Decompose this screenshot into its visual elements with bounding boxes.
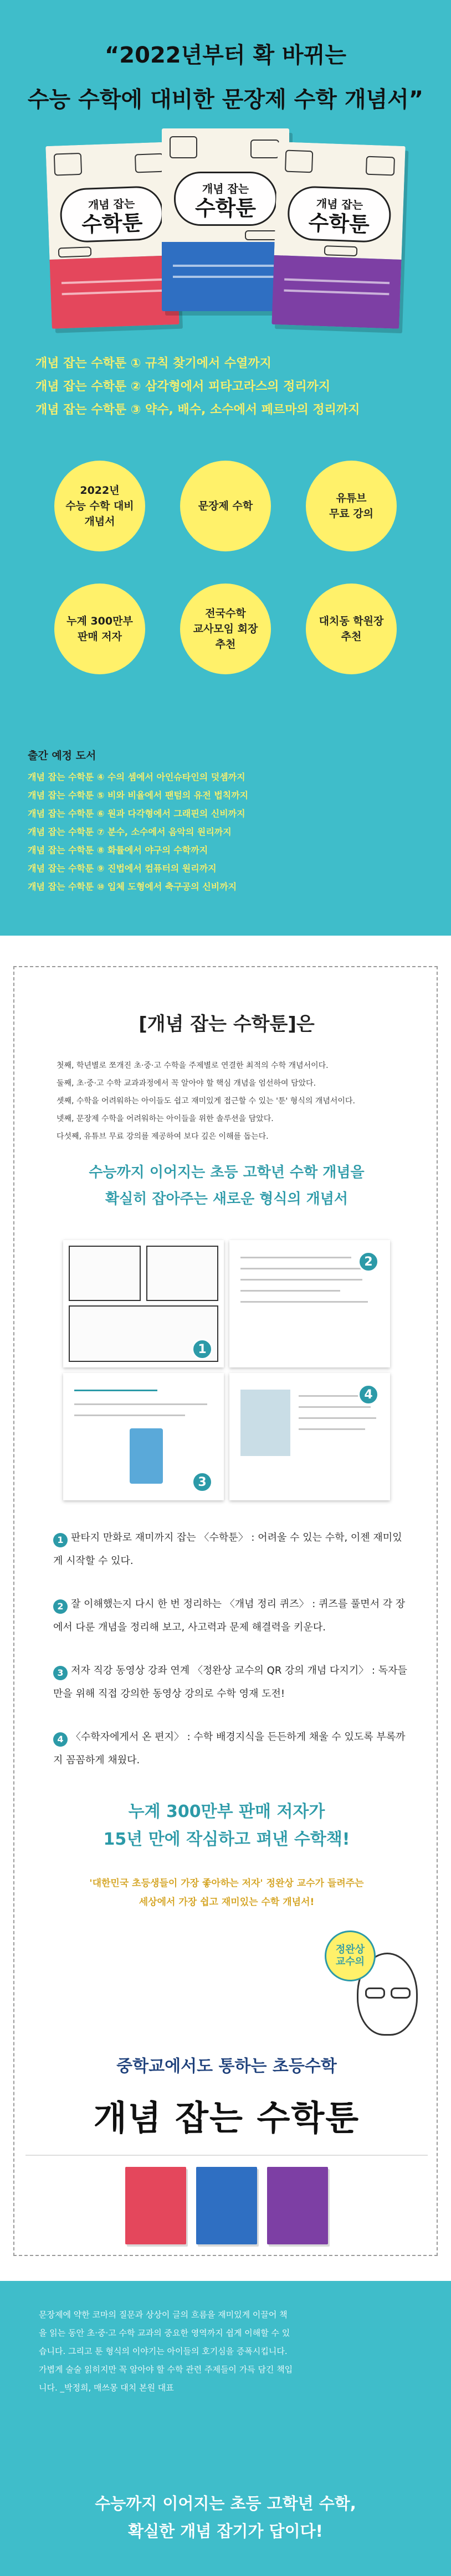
feature-point <box>53 1526 408 1573</box>
point-number: 4 <box>53 1732 68 1747</box>
book-strip <box>25 2155 428 2243</box>
intro-list <box>57 1057 406 1145</box>
feature-points <box>53 1526 408 1792</box>
hero-headline-1: “2022년부터 확 바뀌는 <box>105 43 346 68</box>
sample-badge: 3 <box>192 1472 213 1493</box>
intro-item: 둘째, 초·중·고 수학 교과과정에서 꼭 알아야 할 핵심 개념을 엄선하여 담았다. <box>57 1079 316 1088</box>
dashed-frame <box>13 966 438 2256</box>
feature-circle: 문장제 수학 <box>180 461 271 551</box>
quote-line-1: '대한민국 초등생들이 가장 좋아하는 저자' 정완상 교수가 들려주는 <box>89 1878 364 1889</box>
sample-pages-collage <box>63 1240 390 1500</box>
hero-headline-2: 수능 수학에 대비한 문장제 수학 개념서” <box>27 87 424 112</box>
series-item: 개념 잡는 수학툰 ③ 약수, 배수, 소수에서 페르마의 정리까지 <box>35 403 360 417</box>
sample-badge: 2 <box>358 1251 379 1272</box>
sample-badge: 1 <box>192 1339 213 1360</box>
book-cover-1-title: 개념 잡는 수학툰 <box>59 185 164 243</box>
point-number: 1 <box>53 1533 68 1547</box>
book-cover-3 <box>271 142 405 329</box>
detail-section <box>0 936 451 2281</box>
upcoming-label: 출간 예정 도서 <box>28 750 96 762</box>
review-text: 문장제에 약한 코마의 질문과 상상이 글의 흐름을 재미있게 이끌어 책 을 읽는 동안 초·중·고 수학 교과의 중요한 영역까지 쉽게 이해할 수 있 습니다. 그리고 툰 형식의 이야기는 아이들의 호기심을 증폭시킵니다. 가볍게 술술 읽히지만 꼭 알아야 할 수학 관련 주제들이 가득 담긴 책입 니다. _박정희, 매쓰몽 대치 본원 대표 <box>39 2310 293 2393</box>
mini-book-3 <box>267 2167 328 2244</box>
highlight-line-1: 수능까지 이어지는 초등 고학년 수학 개념을 <box>89 1164 365 1181</box>
feature-circle: 유튜브 무료 강의 <box>306 461 397 551</box>
book-cover-2 <box>162 128 289 311</box>
upcoming-item: 개념 잡는 수학툰 ⑨ 진법에서 컴퓨터의 원리까지 <box>28 863 217 874</box>
feature-circle: 전국수학 교사모임 회장 추천 <box>180 584 271 674</box>
feature-point <box>53 1726 408 1772</box>
quote-line-2: 세상에서 가장 쉽고 재미있는 수학 개념서! <box>139 1897 315 1908</box>
sample-page-lecture <box>63 1373 224 1500</box>
point-number: 2 <box>53 1599 68 1614</box>
sales-line-2: 15년 만에 작심하고 펴낸 수학책! <box>103 1830 350 1849</box>
point-text: 저자 직강 동영상 강좌 연계 〈정완상 교수의 QR 강의 개념 다지기〉 : 독자들만을 위해 직접 강의한 동영상 강의로 수학 영재 도전! <box>53 1665 407 1700</box>
point-text: 잘 이해했는지 다시 한 번 정리하는 〈개념 정리 퀴즈〉 : 퀴즈를 풀면서 각 장에서 다룬 개념을 정리해 보고, 사고력과 문제 해결력을 키운다. <box>53 1598 406 1633</box>
mini-book-2 <box>196 2167 257 2244</box>
sample-page-comic <box>63 1240 224 1367</box>
upcoming-item: 개념 잡는 수학툰 ④ 수의 셈에서 아인슈타인의 덧셈까지 <box>28 772 245 782</box>
upcoming-item: 개념 잡는 수학툰 ⑥ 원과 다각형에서 그래핀의 신비까지 <box>28 808 245 819</box>
sample-page-quiz <box>229 1240 390 1367</box>
upcoming-item: 개념 잡는 수학툰 ⑩ 입체 도형에서 축구공의 신비까지 <box>28 881 237 892</box>
feature-point <box>53 1659 408 1706</box>
upcoming-books <box>28 747 427 896</box>
final-line-1: 수능까지 이어지는 초등 고학년 수학, <box>95 2494 356 2513</box>
book-cover-1 <box>45 142 179 329</box>
upcoming-item: 개념 잡는 수학툰 ⑤ 비와 비율에서 팬텀의 유전 법칙까지 <box>28 790 249 801</box>
tagline: 중학교에서도 통하는 초등수학 <box>116 2057 337 2076</box>
point-number: 3 <box>53 1666 68 1680</box>
hero-section <box>0 0 451 936</box>
intro-item: 다섯째, 유튜브 무료 강의를 제공하여 보다 깊은 이해를 돕는다. <box>57 1132 269 1141</box>
author-badge: 정완상 교수의 <box>325 1930 376 1981</box>
book-cover-3-title: 개념 잡는 수학툰 <box>287 185 392 243</box>
final-line-2: 확실한 개념 잡기가 답이다! <box>128 2522 323 2541</box>
intro-item: 셋째, 수학을 어려워하는 아이들도 쉽고 재미있게 접근할 수 있는 '툰' 형식의 개념서이다. <box>57 1097 355 1106</box>
mini-book-1 <box>125 2167 186 2244</box>
feature-point <box>53 1593 408 1639</box>
sample-page-letter <box>229 1373 390 1500</box>
upcoming-item: 개념 잡는 수학툰 ⑦ 분수, 소수에서 음악의 원리까지 <box>28 827 232 837</box>
intro-item: 넷째, 문장제 수학을 어려워하는 아이들을 위한 솔루션을 담았다. <box>57 1114 274 1123</box>
author-illustration <box>325 1930 419 2041</box>
series-item: 개념 잡는 수학툰 ① 규칙 찾기에서 수열까지 <box>35 357 271 370</box>
series-item: 개념 잡는 수학툰 ② 삼각형에서 피타고라스의 정리까지 <box>35 380 331 394</box>
intro-item: 첫째, 학년별로 쪼개진 초·중·고 수학을 주제별로 연결한 최적의 수학 개념서이다. <box>57 1061 329 1070</box>
feature-circle: 2022년 수능 수학 대비 개념서 <box>54 461 145 551</box>
feature-circle: 누계 300만부 판매 저자 <box>54 584 145 674</box>
sample-badge: 4 <box>358 1384 379 1405</box>
review-section <box>0 2281 451 2576</box>
book-cover-2-title: 개념 잡는 수학툰 <box>174 172 277 226</box>
upcoming-item: 개념 잡는 수학툰 ⑧ 화률에서 야구의 수학까지 <box>28 845 208 855</box>
book-covers <box>0 128 451 339</box>
point-text: 판타지 만화로 재미까지 잡는 〈수학툰〉 : 어려울 수 있는 수학, 이젠 재미있게 시작할 수 있다. <box>53 1532 402 1567</box>
feature-circle: 대치동 학원장 추천 <box>306 584 397 674</box>
sales-line-1: 누계 300만부 판매 저자가 <box>128 1802 325 1821</box>
highlight-line-2: 확실히 잡아주는 새로운 형식의 개념서 <box>105 1191 348 1207</box>
intro-title: [개념 잡는 수학툰]은 <box>139 1013 315 1035</box>
point-text: 〈수학자에게서 온 편지〉 : 수학 배경지식을 든든하게 채울 수 있도록 부록까지 꼼꼼하게 채웠다. <box>53 1731 406 1766</box>
big-title: 개념 잡는 수학툰 <box>93 2098 360 2138</box>
series-list <box>35 352 423 422</box>
